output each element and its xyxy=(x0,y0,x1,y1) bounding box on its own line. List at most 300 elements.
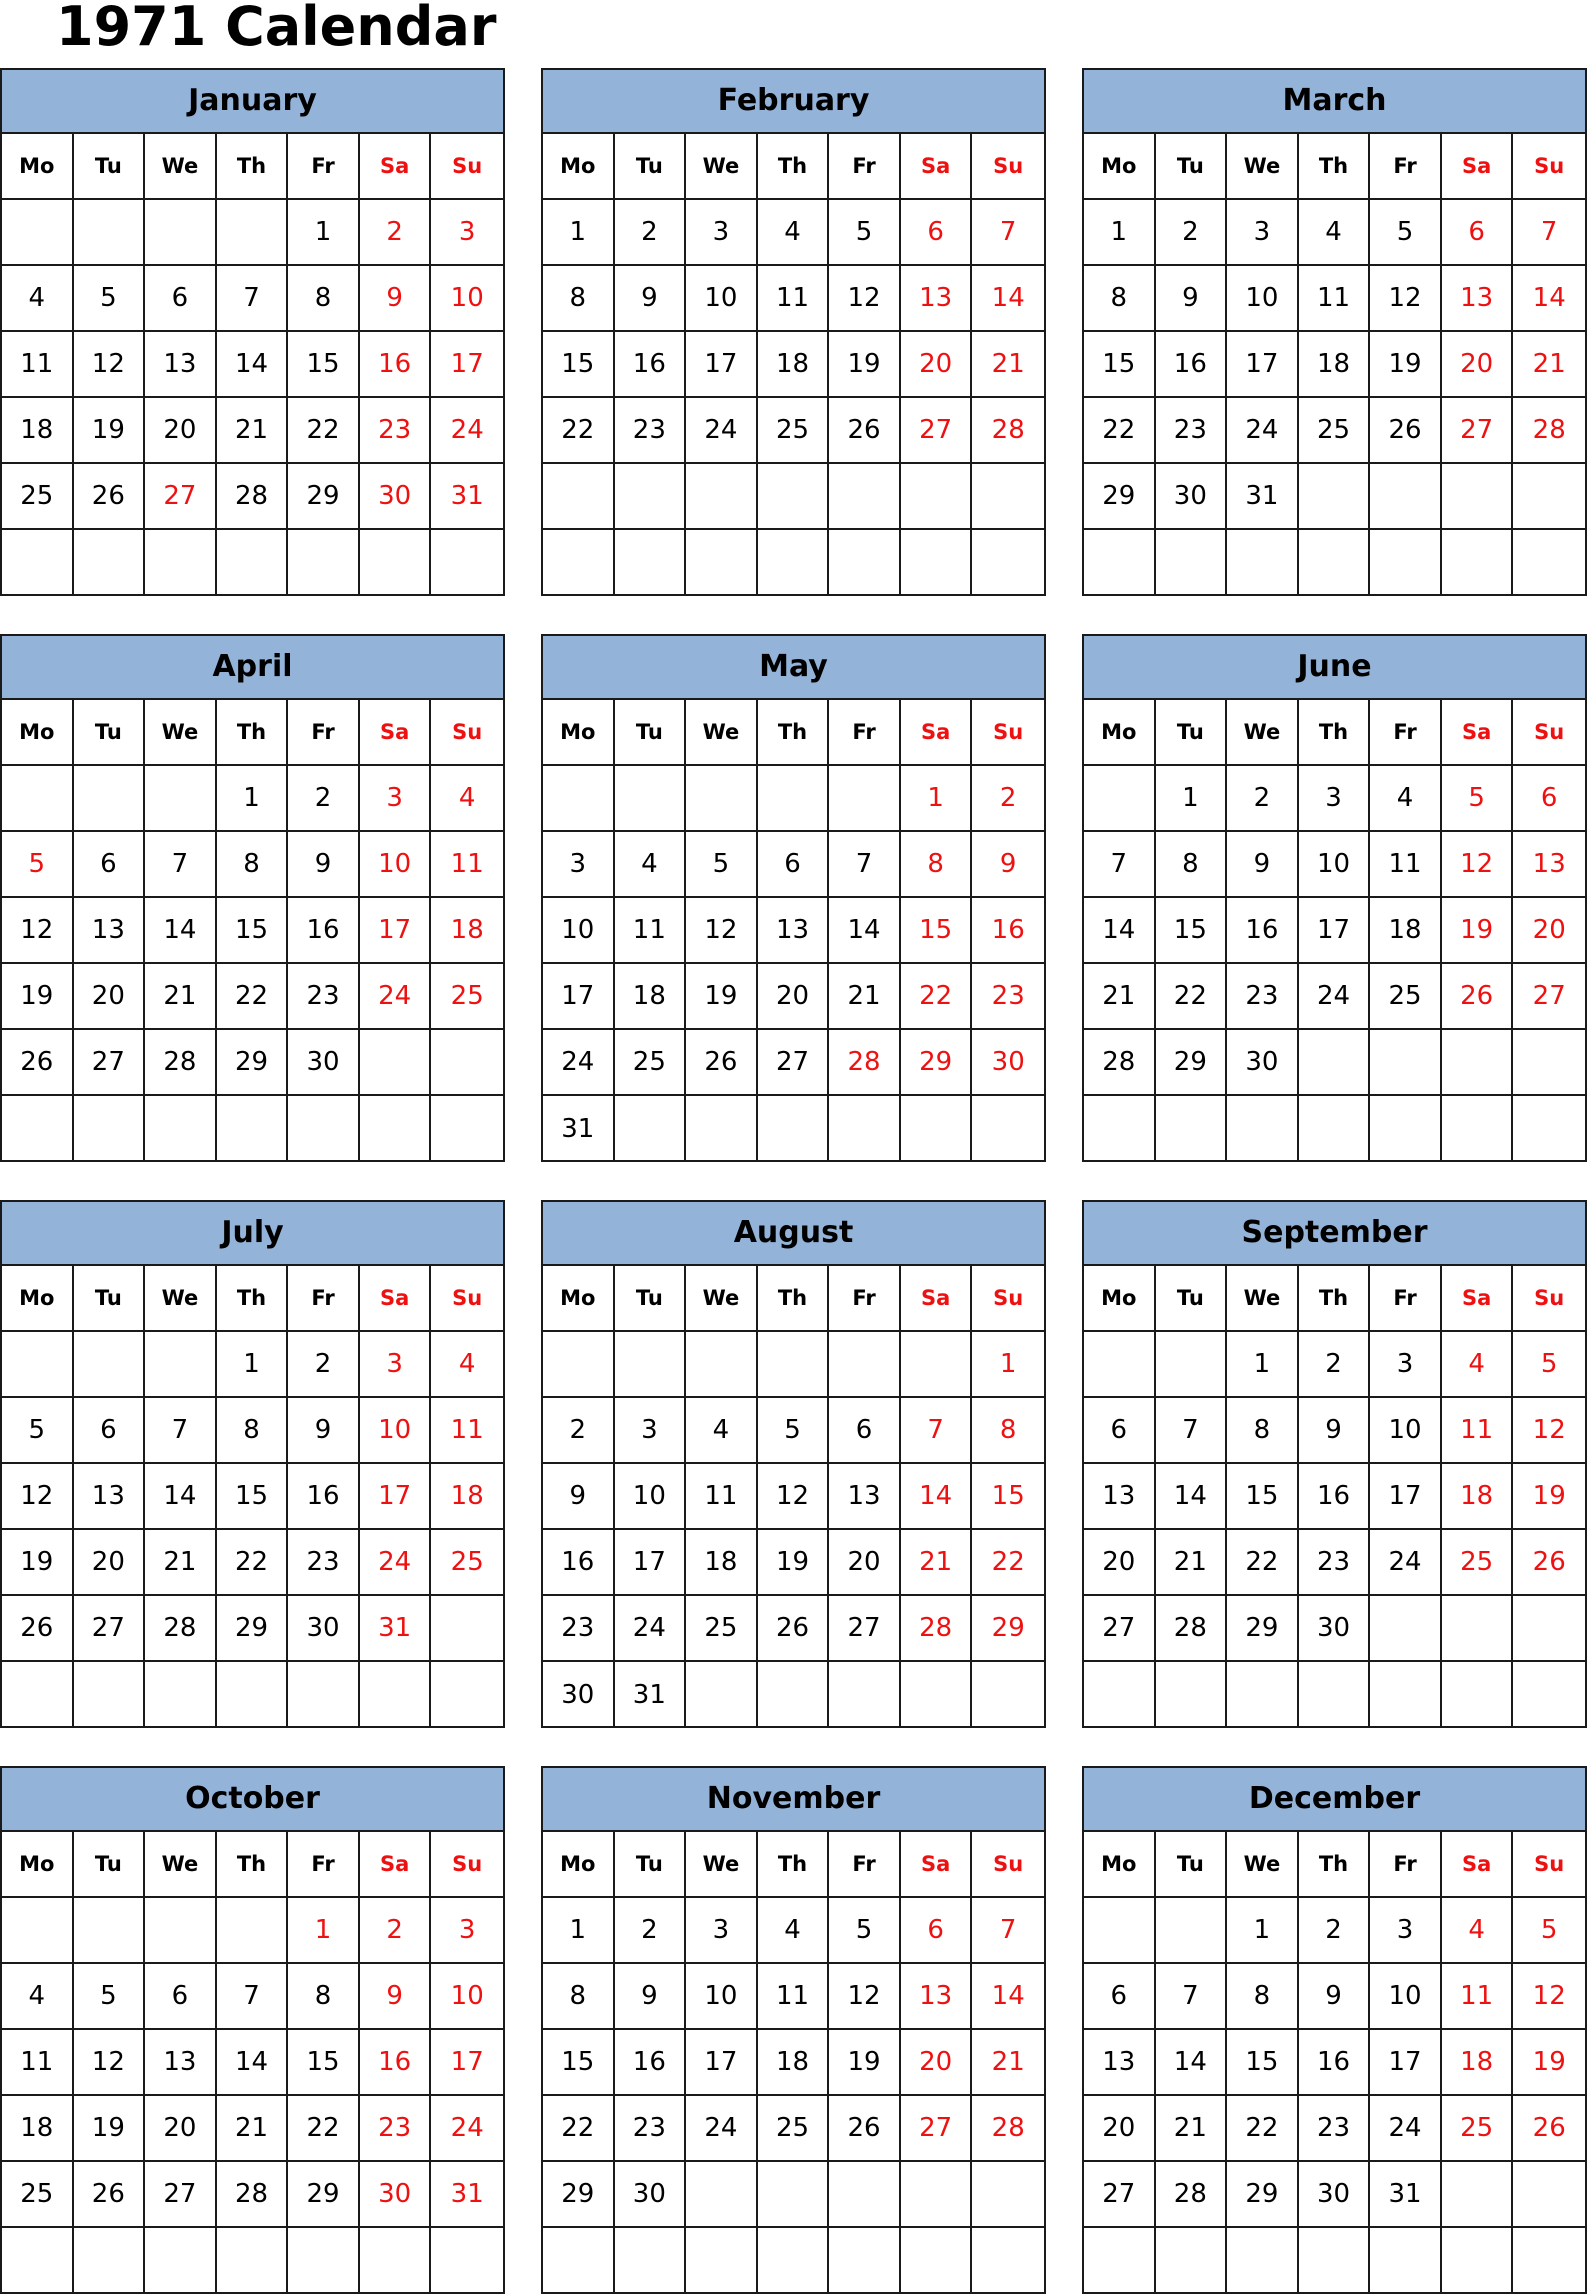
day-cell: 6 xyxy=(1084,1964,1156,2030)
day-cell: 14 xyxy=(1513,266,1585,332)
day-grid xyxy=(1084,134,1585,596)
empty-day-cell xyxy=(1156,1096,1228,1162)
empty-day-cell xyxy=(1299,2228,1371,2294)
empty-day-cell xyxy=(74,1332,146,1398)
empty-day-cell xyxy=(686,2162,758,2228)
day-cell: 30 xyxy=(360,464,432,530)
day-cell: 17 xyxy=(360,1464,432,1530)
empty-day-cell xyxy=(1299,1030,1371,1096)
empty-day-cell xyxy=(758,530,830,596)
month-title: November xyxy=(543,1768,1044,1832)
day-cell: 24 xyxy=(543,1030,615,1096)
day-cell: 7 xyxy=(1513,200,1585,266)
day-cell: 1 xyxy=(972,1332,1044,1398)
day-grid xyxy=(543,700,1044,1162)
day-cell: 12 xyxy=(2,1464,74,1530)
day-cell: 24 xyxy=(615,1596,687,1662)
day-cell: 8 xyxy=(1227,1964,1299,2030)
empty-day-cell xyxy=(431,530,503,596)
day-cell: 17 xyxy=(431,2030,503,2096)
weekday-label: We xyxy=(1227,134,1299,200)
empty-day-cell xyxy=(431,2228,503,2294)
weekday-label: We xyxy=(1227,700,1299,766)
day-cell: 8 xyxy=(543,266,615,332)
weekday-label: Sa xyxy=(360,1266,432,1332)
weekday-label: Su xyxy=(972,1832,1044,1898)
day-cell: 19 xyxy=(1513,1464,1585,1530)
weekday-label: Fr xyxy=(829,134,901,200)
day-cell: 5 xyxy=(686,832,758,898)
day-cell: 17 xyxy=(1370,2030,1442,2096)
day-cell: 28 xyxy=(1084,1030,1156,1096)
day-cell: 29 xyxy=(288,464,360,530)
day-cell: 2 xyxy=(615,1898,687,1964)
weekday-label: Tu xyxy=(74,700,146,766)
month-title: February xyxy=(543,70,1044,134)
day-cell: 23 xyxy=(288,1530,360,1596)
day-grid xyxy=(2,1266,503,1728)
day-cell: 28 xyxy=(1156,1596,1228,1662)
day-cell: 8 xyxy=(901,832,973,898)
weekday-label: We xyxy=(686,134,758,200)
day-cell: 21 xyxy=(901,1530,973,1596)
weekday-label: Mo xyxy=(1084,134,1156,200)
day-cell: 8 xyxy=(972,1398,1044,1464)
day-cell: 5 xyxy=(2,832,74,898)
weekday-label: Fr xyxy=(1370,134,1442,200)
day-cell: 14 xyxy=(1156,2030,1228,2096)
day-cell: 7 xyxy=(1156,1964,1228,2030)
day-cell: 2 xyxy=(972,766,1044,832)
day-cell: 23 xyxy=(288,964,360,1030)
weekday-label: Su xyxy=(431,1266,503,1332)
day-cell: 26 xyxy=(1442,964,1514,1030)
empty-day-cell xyxy=(829,2228,901,2294)
day-cell: 6 xyxy=(901,200,973,266)
day-cell: 10 xyxy=(360,832,432,898)
empty-day-cell xyxy=(1156,2228,1228,2294)
day-cell: 21 xyxy=(1156,1530,1228,1596)
day-cell: 9 xyxy=(543,1464,615,1530)
day-cell: 21 xyxy=(217,398,289,464)
empty-day-cell xyxy=(1442,1662,1514,1728)
day-grid xyxy=(1084,1832,1585,2294)
day-cell: 3 xyxy=(615,1398,687,1464)
day-cell: 31 xyxy=(431,464,503,530)
day-cell: 11 xyxy=(758,266,830,332)
empty-day-cell xyxy=(288,1662,360,1728)
day-cell: 11 xyxy=(758,1964,830,2030)
day-cell: 3 xyxy=(431,200,503,266)
month-title: March xyxy=(1084,70,1585,134)
weekday-label: Th xyxy=(217,134,289,200)
weekday-label: Tu xyxy=(74,1266,146,1332)
weekday-label: Mo xyxy=(543,1266,615,1332)
day-cell: 26 xyxy=(74,2162,146,2228)
day-cell: 9 xyxy=(972,832,1044,898)
day-cell: 11 xyxy=(1370,832,1442,898)
month-title: September xyxy=(1084,1202,1585,1266)
empty-day-cell xyxy=(543,464,615,530)
empty-day-cell xyxy=(74,2228,146,2294)
weekday-label: Sa xyxy=(1442,700,1514,766)
day-cell: 15 xyxy=(217,1464,289,1530)
month-may xyxy=(541,634,1046,1162)
day-cell: 3 xyxy=(543,832,615,898)
day-cell: 9 xyxy=(1156,266,1228,332)
day-cell: 15 xyxy=(288,332,360,398)
day-cell: 9 xyxy=(1299,1398,1371,1464)
day-cell: 18 xyxy=(1370,898,1442,964)
day-cell: 30 xyxy=(1299,2162,1371,2228)
empty-day-cell xyxy=(360,2228,432,2294)
empty-day-cell xyxy=(901,2162,973,2228)
empty-day-cell xyxy=(2,200,74,266)
empty-day-cell xyxy=(1513,2228,1585,2294)
weekday-label: Fr xyxy=(1370,1832,1442,1898)
day-cell: 23 xyxy=(1156,398,1228,464)
empty-day-cell xyxy=(1084,1096,1156,1162)
day-cell: 16 xyxy=(360,2030,432,2096)
empty-day-cell xyxy=(1299,464,1371,530)
day-cell: 14 xyxy=(145,898,217,964)
empty-day-cell xyxy=(901,1096,973,1162)
day-cell: 21 xyxy=(972,332,1044,398)
day-cell: 10 xyxy=(1227,266,1299,332)
day-cell: 11 xyxy=(2,2030,74,2096)
day-cell: 7 xyxy=(1156,1398,1228,1464)
empty-day-cell xyxy=(2,1662,74,1728)
day-cell: 14 xyxy=(829,898,901,964)
day-cell: 3 xyxy=(686,1898,758,1964)
day-cell: 1 xyxy=(217,766,289,832)
month-title: May xyxy=(543,636,1044,700)
weekday-label: Fr xyxy=(829,1266,901,1332)
empty-day-cell xyxy=(829,1096,901,1162)
day-cell: 31 xyxy=(1370,2162,1442,2228)
day-cell: 28 xyxy=(972,398,1044,464)
empty-day-cell xyxy=(431,1096,503,1162)
day-cell: 17 xyxy=(543,964,615,1030)
day-cell: 23 xyxy=(615,2096,687,2162)
day-cell: 21 xyxy=(829,964,901,1030)
weekday-label: Mo xyxy=(543,134,615,200)
day-cell: 25 xyxy=(686,1596,758,1662)
empty-day-cell xyxy=(288,1096,360,1162)
weekday-label: Mo xyxy=(2,1266,74,1332)
day-cell: 20 xyxy=(829,1530,901,1596)
day-cell: 6 xyxy=(1084,1398,1156,1464)
empty-day-cell xyxy=(686,530,758,596)
empty-day-cell xyxy=(1156,1898,1228,1964)
day-cell: 10 xyxy=(686,266,758,332)
empty-day-cell xyxy=(543,1332,615,1398)
empty-day-cell xyxy=(217,200,289,266)
day-cell: 22 xyxy=(1084,398,1156,464)
day-cell: 23 xyxy=(972,964,1044,1030)
empty-day-cell xyxy=(1227,1662,1299,1728)
day-cell: 10 xyxy=(543,898,615,964)
day-cell: 20 xyxy=(758,964,830,1030)
day-cell: 7 xyxy=(1084,832,1156,898)
day-cell: 27 xyxy=(145,464,217,530)
day-cell: 12 xyxy=(2,898,74,964)
weekday-label: Sa xyxy=(360,700,432,766)
day-cell: 2 xyxy=(360,200,432,266)
empty-day-cell xyxy=(972,1096,1044,1162)
empty-day-cell xyxy=(1442,2162,1514,2228)
day-cell: 11 xyxy=(431,1398,503,1464)
day-cell: 11 xyxy=(615,898,687,964)
day-cell: 10 xyxy=(1370,1964,1442,2030)
day-cell: 16 xyxy=(288,898,360,964)
day-cell: 4 xyxy=(2,266,74,332)
empty-day-cell xyxy=(758,1096,830,1162)
empty-day-cell xyxy=(1299,1096,1371,1162)
empty-day-cell xyxy=(217,1898,289,1964)
empty-day-cell xyxy=(543,530,615,596)
day-cell: 9 xyxy=(288,1398,360,1464)
day-cell: 13 xyxy=(901,266,973,332)
day-cell: 7 xyxy=(217,266,289,332)
empty-day-cell xyxy=(360,1030,432,1096)
empty-day-cell xyxy=(615,530,687,596)
day-cell: 29 xyxy=(543,2162,615,2228)
day-cell: 7 xyxy=(972,1898,1044,1964)
day-cell: 28 xyxy=(145,1030,217,1096)
weekday-label: Th xyxy=(1299,1832,1371,1898)
day-cell: 24 xyxy=(1370,2096,1442,2162)
day-cell: 7 xyxy=(217,1964,289,2030)
day-cell: 5 xyxy=(2,1398,74,1464)
empty-day-cell xyxy=(829,766,901,832)
day-cell: 18 xyxy=(1442,1464,1514,1530)
day-cell: 29 xyxy=(288,2162,360,2228)
day-cell: 17 xyxy=(686,332,758,398)
day-grid xyxy=(543,134,1044,596)
day-cell: 10 xyxy=(360,1398,432,1464)
day-cell: 8 xyxy=(288,266,360,332)
empty-day-cell xyxy=(217,530,289,596)
day-cell: 10 xyxy=(1370,1398,1442,1464)
day-cell: 20 xyxy=(1513,898,1585,964)
day-cell: 4 xyxy=(2,1964,74,2030)
month-title: July xyxy=(2,1202,503,1266)
empty-day-cell xyxy=(758,1332,830,1398)
day-cell: 22 xyxy=(1156,964,1228,1030)
empty-day-cell xyxy=(1370,1596,1442,1662)
empty-day-cell xyxy=(1442,1596,1514,1662)
day-cell: 11 xyxy=(1442,1964,1514,2030)
empty-day-cell xyxy=(543,766,615,832)
empty-day-cell xyxy=(1370,530,1442,596)
day-cell: 7 xyxy=(901,1398,973,1464)
month-title: December xyxy=(1084,1768,1585,1832)
day-cell: 20 xyxy=(901,332,973,398)
day-cell: 22 xyxy=(1227,2096,1299,2162)
day-cell: 28 xyxy=(217,464,289,530)
weekday-label: Sa xyxy=(901,1832,973,1898)
day-cell: 21 xyxy=(1084,964,1156,1030)
day-cell: 21 xyxy=(145,964,217,1030)
day-cell: 23 xyxy=(360,2096,432,2162)
weekday-label: Fr xyxy=(288,1266,360,1332)
empty-day-cell xyxy=(360,530,432,596)
day-cell: 20 xyxy=(145,2096,217,2162)
day-cell: 25 xyxy=(431,1530,503,1596)
empty-day-cell xyxy=(1299,530,1371,596)
weekday-label: Th xyxy=(758,1832,830,1898)
day-cell: 8 xyxy=(217,832,289,898)
weekday-label: Su xyxy=(1513,1266,1585,1332)
day-cell: 19 xyxy=(758,1530,830,1596)
day-cell: 25 xyxy=(1370,964,1442,1030)
day-cell: 12 xyxy=(74,2030,146,2096)
empty-day-cell xyxy=(431,1662,503,1728)
day-cell: 15 xyxy=(1156,898,1228,964)
day-cell: 14 xyxy=(972,266,1044,332)
empty-day-cell xyxy=(2,1332,74,1398)
empty-day-cell xyxy=(1084,1662,1156,1728)
weekday-label: We xyxy=(145,1266,217,1332)
day-cell: 9 xyxy=(360,266,432,332)
day-cell: 26 xyxy=(829,2096,901,2162)
day-cell: 25 xyxy=(758,398,830,464)
empty-day-cell xyxy=(615,766,687,832)
day-cell: 16 xyxy=(360,332,432,398)
day-cell: 18 xyxy=(1442,2030,1514,2096)
month-august xyxy=(541,1200,1046,1728)
day-cell: 16 xyxy=(543,1530,615,1596)
day-cell: 20 xyxy=(1084,1530,1156,1596)
day-cell: 17 xyxy=(360,898,432,964)
day-cell: 17 xyxy=(615,1530,687,1596)
day-cell: 31 xyxy=(615,1662,687,1728)
day-cell: 8 xyxy=(1156,832,1228,898)
day-cell: 22 xyxy=(543,2096,615,2162)
day-cell: 4 xyxy=(431,1332,503,1398)
day-cell: 23 xyxy=(1299,2096,1371,2162)
month-january xyxy=(0,68,505,596)
day-cell: 9 xyxy=(288,832,360,898)
day-cell: 3 xyxy=(1370,1898,1442,1964)
month-title: August xyxy=(543,1202,1044,1266)
weekday-label: Th xyxy=(1299,134,1371,200)
day-cell: 27 xyxy=(1084,2162,1156,2228)
day-cell: 25 xyxy=(758,2096,830,2162)
weekday-label: Sa xyxy=(901,700,973,766)
weekday-label: Fr xyxy=(288,1832,360,1898)
day-cell: 10 xyxy=(431,266,503,332)
month-february xyxy=(541,68,1046,596)
day-cell: 22 xyxy=(288,398,360,464)
day-cell: 30 xyxy=(1299,1596,1371,1662)
day-cell: 9 xyxy=(1299,1964,1371,2030)
day-cell: 19 xyxy=(2,1530,74,1596)
day-cell: 17 xyxy=(1227,332,1299,398)
day-cell: 21 xyxy=(217,2096,289,2162)
day-cell: 27 xyxy=(145,2162,217,2228)
month-title: January xyxy=(2,70,503,134)
day-grid xyxy=(1084,1266,1585,1728)
day-cell: 18 xyxy=(2,398,74,464)
day-cell: 26 xyxy=(74,464,146,530)
day-cell: 24 xyxy=(686,2096,758,2162)
day-cell: 4 xyxy=(615,832,687,898)
day-cell: 30 xyxy=(972,1030,1044,1096)
empty-day-cell xyxy=(1513,1662,1585,1728)
day-cell: 16 xyxy=(1299,1464,1371,1530)
month-title: October xyxy=(2,1768,503,1832)
empty-day-cell xyxy=(829,1662,901,1728)
day-cell: 6 xyxy=(758,832,830,898)
month-title: June xyxy=(1084,636,1585,700)
day-cell: 20 xyxy=(74,964,146,1030)
day-cell: 5 xyxy=(1370,200,1442,266)
weekday-label: Sa xyxy=(360,134,432,200)
weekday-label: Fr xyxy=(829,1832,901,1898)
day-cell: 26 xyxy=(1513,2096,1585,2162)
weekday-label: Su xyxy=(972,1266,1044,1332)
day-cell: 22 xyxy=(1227,1530,1299,1596)
day-cell: 6 xyxy=(74,832,146,898)
day-cell: 13 xyxy=(1084,1464,1156,1530)
day-cell: 13 xyxy=(1084,2030,1156,2096)
month-june xyxy=(1082,634,1587,1162)
day-cell: 21 xyxy=(1156,2096,1228,2162)
day-cell: 25 xyxy=(1442,1530,1514,1596)
day-cell: 19 xyxy=(1513,2030,1585,2096)
empty-day-cell xyxy=(1370,464,1442,530)
weekday-label: Sa xyxy=(901,134,973,200)
day-cell: 6 xyxy=(1513,766,1585,832)
empty-day-cell xyxy=(829,1332,901,1398)
empty-day-cell xyxy=(145,766,217,832)
day-cell: 19 xyxy=(74,398,146,464)
day-cell: 14 xyxy=(145,1464,217,1530)
empty-day-cell xyxy=(1370,1030,1442,1096)
day-cell: 8 xyxy=(543,1964,615,2030)
empty-day-cell xyxy=(74,530,146,596)
day-cell: 21 xyxy=(1513,332,1585,398)
day-cell: 26 xyxy=(2,1596,74,1662)
weekday-label: Tu xyxy=(74,1832,146,1898)
empty-day-cell xyxy=(217,2228,289,2294)
weekday-label: Mo xyxy=(2,134,74,200)
day-cell: 17 xyxy=(1370,1464,1442,1530)
day-cell: 1 xyxy=(288,1898,360,1964)
day-cell: 18 xyxy=(2,2096,74,2162)
day-cell: 15 xyxy=(217,898,289,964)
day-cell: 12 xyxy=(1513,1398,1585,1464)
day-cell: 29 xyxy=(1084,464,1156,530)
empty-day-cell xyxy=(288,2228,360,2294)
weekday-label: Tu xyxy=(615,1832,687,1898)
weekday-label: We xyxy=(686,1832,758,1898)
day-cell: 21 xyxy=(145,1530,217,1596)
day-cell: 3 xyxy=(1299,766,1371,832)
weekday-label: Su xyxy=(431,134,503,200)
day-cell: 30 xyxy=(615,2162,687,2228)
weekday-label: Su xyxy=(972,134,1044,200)
day-cell: 23 xyxy=(1299,1530,1371,1596)
day-cell: 30 xyxy=(288,1596,360,1662)
empty-day-cell xyxy=(1442,2228,1514,2294)
empty-day-cell xyxy=(758,2162,830,2228)
day-cell: 2 xyxy=(1227,766,1299,832)
empty-day-cell xyxy=(1442,1030,1514,1096)
day-cell: 20 xyxy=(1084,2096,1156,2162)
